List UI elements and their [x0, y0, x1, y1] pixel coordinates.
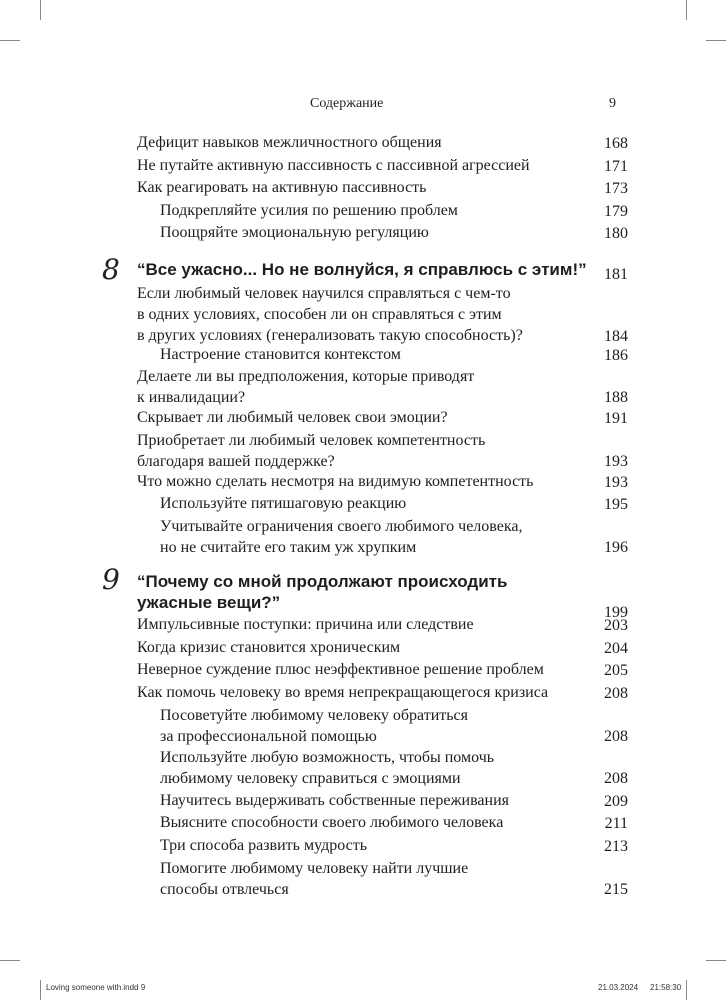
toc-entry-title: Не путайте активную пассивность с пассивной агрессией: [137, 157, 530, 174]
toc-entry-page: 213: [604, 838, 628, 855]
toc-entry-title: Выясните способности своего любимого человека: [160, 814, 504, 831]
toc-entry-page: 211: [604, 815, 628, 832]
toc-entry-title: Если любимый человек научился справляться с чем-то в одних условиях, способен ли он справляться с этим в других условиях (генерализовать такую способность)?: [137, 285, 523, 344]
chapter-number: 8: [102, 253, 120, 286]
toc-entry: [160, 222, 628, 244]
footer-file: Loving someone with.indd 9: [46, 983, 146, 992]
running-header-page-number: 9: [609, 96, 616, 111]
toc-entry-page: 208: [604, 685, 628, 702]
toc-entry: [137, 132, 628, 154]
toc-entry-page: 188: [604, 389, 628, 406]
toc-entry: [137, 407, 628, 429]
toc-entry: [160, 790, 628, 812]
toc-entry-title: Как помочь человеку во время непрекращающегося кризиса: [137, 684, 549, 701]
toc-entry: [160, 747, 628, 789]
toc-entry-page: 205: [604, 662, 628, 679]
toc-entry: [137, 430, 628, 472]
toc-entry-title: Подкрепляйте усилия по решению проблем: [160, 202, 458, 219]
toc-entry-page: 208: [604, 770, 628, 787]
toc-entry-title: Неверное суждение плюс неэффективное решение проблем: [137, 661, 544, 678]
toc-entry-title: Используйте любую возможность, чтобы помочь любимому человеку справиться с эмоциями: [160, 749, 495, 787]
toc-entry-page: 179: [604, 203, 628, 220]
toc-entry-title: Настроение становится контекстом: [160, 346, 401, 363]
toc-entry-page: 186: [604, 347, 628, 364]
toc-entry-page: 195: [604, 496, 628, 513]
toc-entry-page: 193: [604, 453, 628, 470]
toc-entry: [137, 177, 628, 199]
toc-entry-page: 184: [604, 328, 628, 345]
toc-entry-page: 209: [604, 793, 628, 810]
toc-entry-page: 204: [604, 640, 628, 657]
toc-entry: [137, 637, 628, 659]
toc-entry-title: Дефицит навыков межличностного общения: [137, 134, 442, 151]
footer-date: 21.03.2024: [598, 983, 639, 992]
toc-entry-page: 193: [604, 474, 628, 491]
toc-entry-page: 203: [604, 617, 628, 634]
toc-entry-title: “Почему со мной продолжают происходить ужасные вещи?”: [137, 572, 508, 612]
toc-entry-title: Когда кризис становится хроническим: [137, 639, 401, 656]
toc-entry: [160, 705, 628, 747]
toc-entry: [137, 682, 628, 704]
toc-entry: [137, 614, 628, 636]
toc-entry-page: 173: [604, 180, 628, 197]
toc-entry-page: 215: [604, 881, 628, 898]
toc-entry-title: Приобретает ли любимый человек компетентность благодаря вашей поддержке?: [137, 432, 486, 470]
toc-entry-title: Посоветуйте любимому человеку обратиться за профессиональной помощью: [160, 707, 469, 745]
toc-entry-page: 191: [604, 410, 628, 427]
toc-entry-page: 180: [604, 225, 628, 242]
toc-entry-title: Импульсивные поступки: причина или следствие: [137, 616, 474, 633]
toc-entry: [160, 858, 628, 900]
toc-entry: [160, 200, 628, 222]
toc-entry: [137, 659, 628, 681]
toc-entry: [137, 471, 628, 493]
footer-time: 21:58:30: [650, 983, 682, 992]
toc-entry-title: “Все ужасно... Но не волнуйся, я справлюсь с этим!”: [137, 260, 587, 279]
toc-entry-title: Три способа развить мудрость: [160, 837, 368, 854]
toc-entry-title: Научитесь выдерживать собственные переживания: [160, 792, 510, 809]
toc-entry: [160, 493, 628, 515]
toc-entry-page: 208: [604, 728, 628, 745]
toc-entry: [160, 344, 628, 366]
toc-entry-title: Учитывайте ограничения своего любимого человека, но не считайте его таким уж хрупким: [160, 518, 523, 556]
toc-entry: [137, 155, 628, 177]
toc-entry-page: 196: [604, 539, 628, 556]
toc-entry-title: Что можно сделать несмотря на видимую компетентность: [137, 473, 534, 490]
toc-entry: [160, 812, 628, 834]
toc-entry-title: Используйте пятишаговую реакцию: [160, 495, 407, 512]
toc-entry-page: 171: [604, 158, 628, 175]
chapter-number: 9: [102, 563, 120, 596]
toc-entry-page: 168: [604, 135, 628, 152]
toc-entry-title: Делаете ли вы предположения, которые приводят к инвалидации?: [137, 368, 475, 406]
toc-entry-title: Поощряйте эмоциональную регуляцию: [160, 224, 429, 241]
toc-chapter-entry: [137, 259, 628, 285]
toc-entry: [160, 516, 628, 558]
toc-entry: [137, 283, 628, 347]
toc-entry-title: Как реагировать на активную пассивность: [137, 179, 427, 196]
toc-entry-title: Скрывает ли любимый человек свои эмоции?: [137, 409, 448, 426]
toc-entry: [137, 366, 628, 408]
toc-entry: [160, 835, 628, 857]
toc-entry-title: Помогите любимому человеку найти лучшие способы отвлечься: [160, 860, 469, 898]
toc-entry-page: 181: [604, 266, 628, 283]
toc-entry-page: 199: [604, 604, 628, 621]
running-header-title: Содержание: [310, 96, 384, 111]
